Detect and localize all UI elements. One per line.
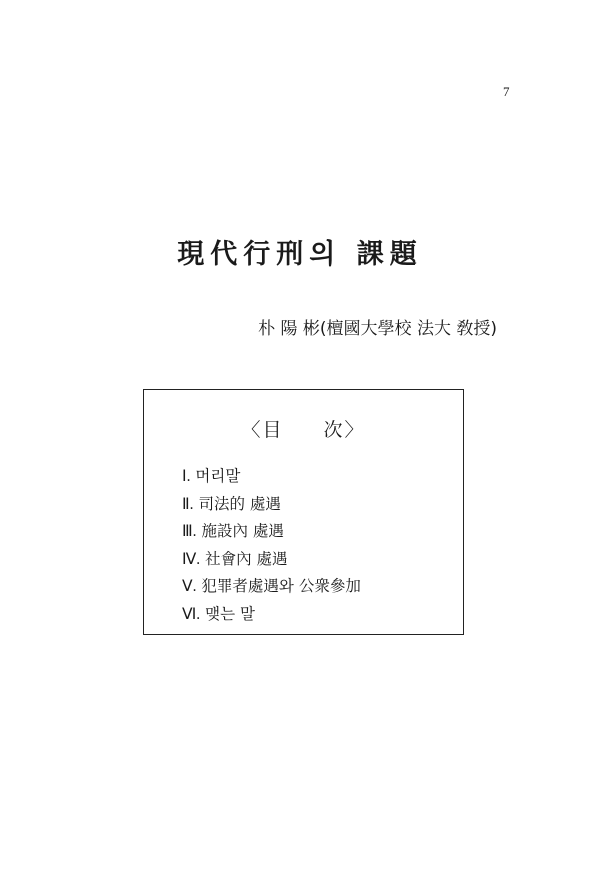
table-of-contents-box: [143, 389, 464, 635]
toc-item-text: 犯罪者處遇와 公衆參加: [201, 577, 361, 596]
toc-item-text: 社會內 處遇: [205, 549, 288, 568]
toc-item-number: Ⅲ.: [182, 523, 197, 541]
toc-item: [182, 546, 361, 574]
toc-heading-left: 〈目: [241, 419, 284, 441]
toc-item-number: Ⅵ.: [182, 605, 201, 623]
toc-item: [182, 518, 361, 546]
toc-item-text: 司法的 處遇: [198, 494, 281, 513]
author-line: 朴 陽 彬(檀國大學校 法大 敎授): [258, 319, 497, 339]
page-number: 7: [503, 84, 510, 99]
toc-item-number: Ⅳ.: [182, 550, 201, 568]
toc-item-number: Ⅴ.: [182, 578, 197, 596]
toc-item-text: 머리말: [195, 467, 241, 485]
toc-item: [182, 573, 361, 601]
toc-item-text: 施設內 處遇: [201, 522, 284, 541]
toc-item-number: Ⅱ.: [182, 495, 194, 513]
toc-item: [182, 463, 361, 491]
toc-list: [182, 463, 361, 629]
article-title: 現代行刑의 課題: [177, 239, 423, 270]
toc-item: [182, 491, 361, 519]
toc-item-text: 맺는 말: [205, 604, 255, 623]
toc-item-number: Ⅰ.: [182, 468, 191, 485]
toc-heading-right: 次〉: [323, 419, 366, 441]
toc-item: [182, 601, 361, 629]
toc-heading: [144, 415, 463, 442]
